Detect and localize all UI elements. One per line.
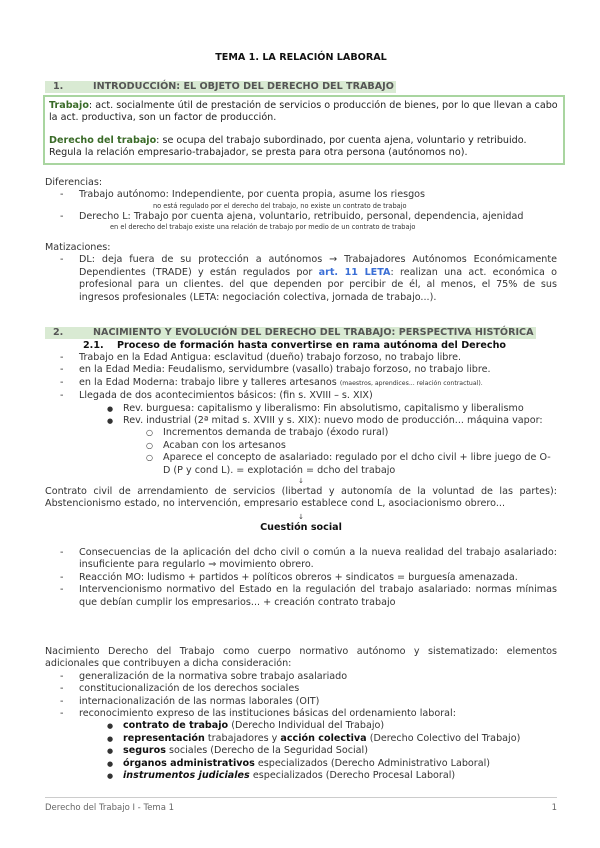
bullet-item xyxy=(45,770,557,782)
sub-bullet-item: ○ Aparece el concepto de asalariado: regulado por el dcho civil + libre juego de O-D (P y cond L). = explotación = dcho del trabajo xyxy=(45,452,557,477)
document-title: TEMA 1. LA RELACIÓN LABORAL xyxy=(215,52,387,63)
section-title: NACIMIENTO Y EVOLUCIÓN DEL DERECHO DEL TRABAJO: PERSPECTIVA HISTÓRICA xyxy=(93,327,534,338)
matizaciones-block xyxy=(45,242,557,304)
list-item: - internacionalización de las normas laborales (OIT) xyxy=(45,696,557,708)
note: no está regulado por el derecho del trabajo, no existe un contrato de trabajo xyxy=(153,201,407,210)
text: en la Edad Moderna: trabajo libre y talleres artesanos xyxy=(79,376,340,388)
text: sociales (Derecho de la Seguridad Social) xyxy=(165,745,368,757)
bold-term: representación xyxy=(123,732,205,744)
bullet-item xyxy=(45,758,557,770)
list-item: - Derecho L: Trabajo por cuenta ajena, voluntario, retribuido, personal, dependencia, ajenidad xyxy=(45,211,557,223)
text: DL: deja fuera de su protección a autónomos → Trabajadores Autónomos Económicamente Dependientes (TRADE) y están regulados por xyxy=(79,254,557,278)
list-item: - Consecuencias de la aplicación del dcho civil o común a la nueva realidad del trabajo asalariado: insuficiente para regularlo ⇒ movimiento obrero. xyxy=(45,547,557,572)
bullet-item xyxy=(45,733,557,745)
page-number: 1 xyxy=(551,803,557,813)
section-2-heading xyxy=(45,327,557,339)
note: (maestros, aprendices... relación contractual). xyxy=(339,379,483,387)
page-footer xyxy=(45,797,557,814)
section-title: INTRODUCCIÓN: EL OBJETO DEL DERECHO DEL TRABAJO xyxy=(93,81,394,92)
bold-term: seguros xyxy=(123,745,166,757)
bold-term: contrato de trabajo xyxy=(123,720,229,732)
definition: : se ocupa del trabajo subordinado, por cuenta ajena, voluntario y retribuido. Regula la relación empresario-trabajador, se presta para otra persona (autónomos no). xyxy=(49,134,527,159)
list-item: - constitucionalización de los derechos sociales xyxy=(45,683,557,695)
list-item: - generalización de la normativa sobre trabajo asalariado xyxy=(45,671,557,683)
cuestion-social-heading: Cuestión social xyxy=(260,521,342,533)
label: Matizaciones: xyxy=(45,242,111,253)
text: (Derecho Individual del Trabajo) xyxy=(228,720,385,732)
text: trabajadores y xyxy=(204,732,281,744)
subsection-title: Proceso de formación hasta convertirse en rama autónoma del Derecho xyxy=(117,340,507,351)
history-list xyxy=(45,352,557,534)
list-item: - Trabajo autónomo: Independiente, por cuenta propia, asume los riesgos xyxy=(45,189,557,201)
paragraph: Nacimiento Derecho del Trabajo como cuerpo normativo autónomo y sistematizado: elementos adicionales que contribuyen a dicha consideración: xyxy=(45,646,557,670)
list-item: - Intervencionismo normativo del Estado en la regulación del trabajo asalariado: normas mínimas que debían cumplir los empresarios... + creación contrato trabajo xyxy=(45,584,557,609)
sub-bullet-item: ○ Incrementos demanda de trabajo (éxodo rural) xyxy=(45,427,557,439)
consequences-list xyxy=(45,547,557,609)
law-reference-link[interactable]: art. 11 LETA xyxy=(318,266,391,278)
label: Diferencias: xyxy=(45,177,103,188)
term: Trabajo xyxy=(49,100,89,111)
bullet-item: ● Rev. burguesa: capitalismo y liberalismo: Fin absolutismo, capitalismo y liberalismo xyxy=(45,403,557,415)
subsection-heading xyxy=(45,340,595,352)
text: : realizan una act. económica o profesional para un clientes. del que dependen por percibir de él, al menos, el 75% de sus ingresos profesionales (LETA: negociación colectiva, jornada de trabajo...). xyxy=(79,266,557,303)
list-item: - Reacción MO: ludismo + partidos + políticos obreros + sindicatos = burguesía amenazada. xyxy=(45,572,557,584)
diferencias-block xyxy=(45,177,557,232)
paragraph: Contrato civil de arrendamiento de servicios (libertad y autonomía de la voluntad de las partes): Abstencionismo estado, no intervención, empresario establece cond L, asociacionismo obrero... xyxy=(45,486,557,510)
bullet-item: ● Rev. industrial (2ª mitad s. XVIII y s. XIX): nuevo modo de producción... máquina vapor: xyxy=(45,415,557,427)
subsection-number: 2.1. xyxy=(83,340,104,351)
section-number: 2. xyxy=(53,327,64,338)
sub-bullet-item: ○ Acaban con los artesanos xyxy=(45,440,557,452)
list-item: - Trabajo en la Edad Antigua: esclavitud (dueño) trabajo forzoso, no trabajo libre. xyxy=(45,352,557,364)
definitions-box xyxy=(43,95,565,165)
bold-term: instrumentos judiciales xyxy=(123,770,250,782)
list-item: - en la Edad Media: Feudalismo, servidumbre (vasallo) trabajo forzoso, no trabajo libre. xyxy=(45,364,557,376)
section-1-heading xyxy=(45,81,557,93)
list-item: - reconocimiento expreso de las instituciones básicas del ordenamiento laboral: xyxy=(45,708,557,720)
list-item xyxy=(45,377,557,390)
definition: : act. socialmente útil de prestación de servicios o producción de bienes, por lo que llevan a cabo la act. productiva, son un factor de producción. xyxy=(49,100,558,124)
term: Derecho del trabajo xyxy=(49,134,157,146)
bold-term: acción colectiva xyxy=(280,732,367,744)
note: en el derecho del trabajo existe una relación de trabajo por medio de un contrato de trabajo xyxy=(110,223,416,232)
arrow-down-icon: ↓ xyxy=(298,512,304,521)
footer-title: Derecho del Trabajo I - Tema 1 xyxy=(45,803,175,813)
section-number: 1. xyxy=(53,81,64,92)
bullet-item xyxy=(45,745,557,757)
nacimiento-block xyxy=(45,646,557,782)
list-item: - Llegada de dos acontecimientos básicos: (fin s. XVIII – s. XIX) xyxy=(45,390,557,402)
arrow-down-icon: ↓ xyxy=(298,477,304,486)
text: (Derecho Colectivo del Trabajo) xyxy=(366,732,521,744)
bullet-item xyxy=(45,720,557,732)
bold-term: órganos administrativos xyxy=(123,757,255,769)
list-item xyxy=(45,254,557,304)
text: especializados (Derecho Administrativo Laboral) xyxy=(254,757,491,769)
text: especializados (Derecho Procesal Laboral) xyxy=(249,770,456,782)
